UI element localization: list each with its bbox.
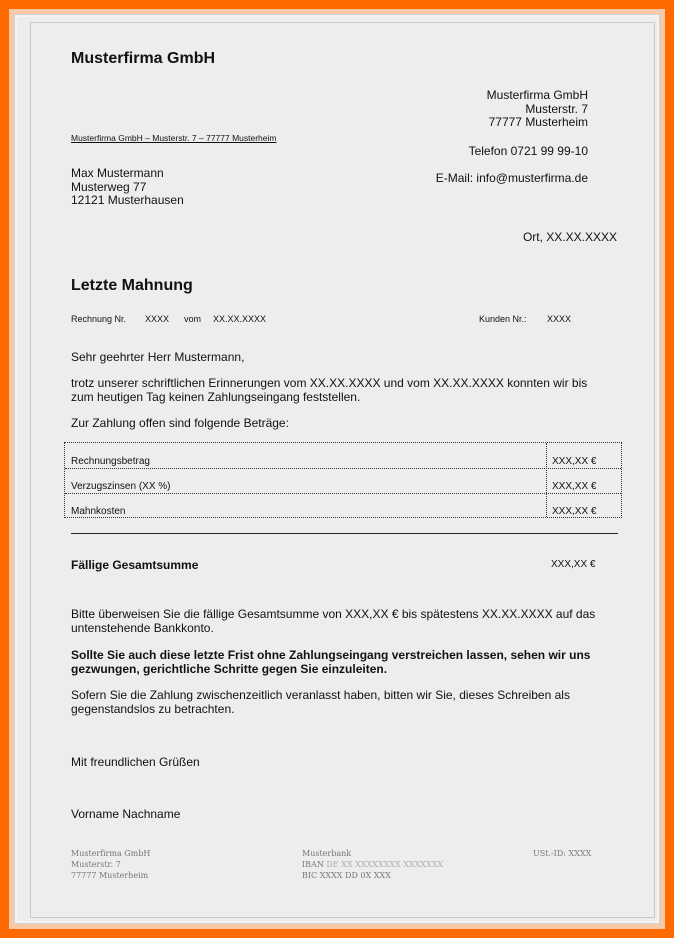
invoice-number: XXXX [145,314,170,324]
company-title: Musterfirma GmbH [71,50,216,67]
invoice-date: XX.XX.XXXX [213,314,267,324]
table-row [65,493,621,518]
body-paragraph-5: Sofern Sie die Zahlung zwischenzeitlich veranlasst haben, bitten wir Sie, dieses Schreiben als gegenstandslos zu betrachten. [71,688,570,716]
iban-value: DE XX XXXXXXXX XXXXXXX [326,860,444,869]
body-paragraph-3: Bitte überweisen Sie die fällige Gesamtsumme von XXX,XX € bis spätestens XX.XX.XXXX auf das untenstehende Bankkonto. [71,607,596,635]
body-paragraph-1: trotz unserer schriftlichen Erinnerungen vom XX.XX.XXXX und vom XX.XX.XXXX konnten wir bis zum heutigen Tag keinen Zahlungseingang feststellen. [71,376,588,404]
total-label: Fällige Gesamtsumme [71,558,199,572]
footer-company [71,848,150,881]
sender-email: E-Mail: info@musterfirma.de [435,171,588,185]
total-divider [71,533,618,534]
recipient-city: 12121 Musterhausen [71,193,184,207]
footer-company-name: Musterfirma GmbH [71,849,151,858]
signature-name: Vorname Nachname [71,807,181,821]
sender-name: Musterfirma GmbH [486,88,588,102]
footer-street: Musterstr. 7 [71,860,121,869]
row-value: XXX,XX € [552,456,597,467]
recipient-street: Musterweg 77 [71,179,147,194]
sender-address [487,89,588,130]
invoice-date-label: vom [184,314,202,324]
row-value: XXX,XX € [552,481,597,492]
place-date: Ort, XX.XX.XXXX [522,230,617,244]
row-label: Rechnungsbetrag [71,456,150,467]
total-value: XXX,XX € [551,559,596,570]
invoice-label: Rechnung Nr. [71,314,127,324]
customer-label: Kunden Nr.: [479,314,527,324]
closing: Mit freundlichen Grüßen [71,755,200,769]
table-row [65,468,621,493]
row-label: Verzugszinsen (XX %) [71,481,171,492]
letter-subject: Letzte Mahnung [71,277,193,294]
sender-street: Musterstr. 7 [525,101,588,116]
sender-city: 77777 Musterheim [488,115,588,129]
footer-bank-name: Musterbank [302,849,352,858]
iban-label: IBAN [302,860,324,869]
sender-phone: Telefon 0721 99 99-10 [468,144,588,158]
footer-vat: USt.-ID: XXXX [533,849,592,858]
footer-iban [302,859,443,870]
footer-bic: BIC XXXX DD 0X XXX [302,871,391,880]
table-row [65,443,621,468]
row-value: XXX,XX € [552,506,597,517]
customer-number: XXXX [547,314,572,324]
body-paragraph-4: Sollte Sie auch diese letzte Frist ohne Zahlungseingang verstreichen lassen, sehen wir uns gezwungen, gerichtliche Schritte gegen Sie einzuleiten. [71,648,591,676]
return-address-line: Musterfirma GmbH – Musterstr. 7 – 77777 Musterheim [71,133,277,143]
footer-city: 77777 Musterheim [71,871,149,880]
recipient-address [71,167,184,208]
footer-bank [302,848,443,881]
recipient-name: Max Mustermann [71,166,164,180]
body-paragraph-2: Zur Zahlung offen sind folgende Beträge: [71,416,289,430]
amounts-table [64,442,622,518]
salutation: Sehr geehrter Herr Mustermann, [71,350,245,364]
row-label: Mahnkosten [71,506,126,517]
